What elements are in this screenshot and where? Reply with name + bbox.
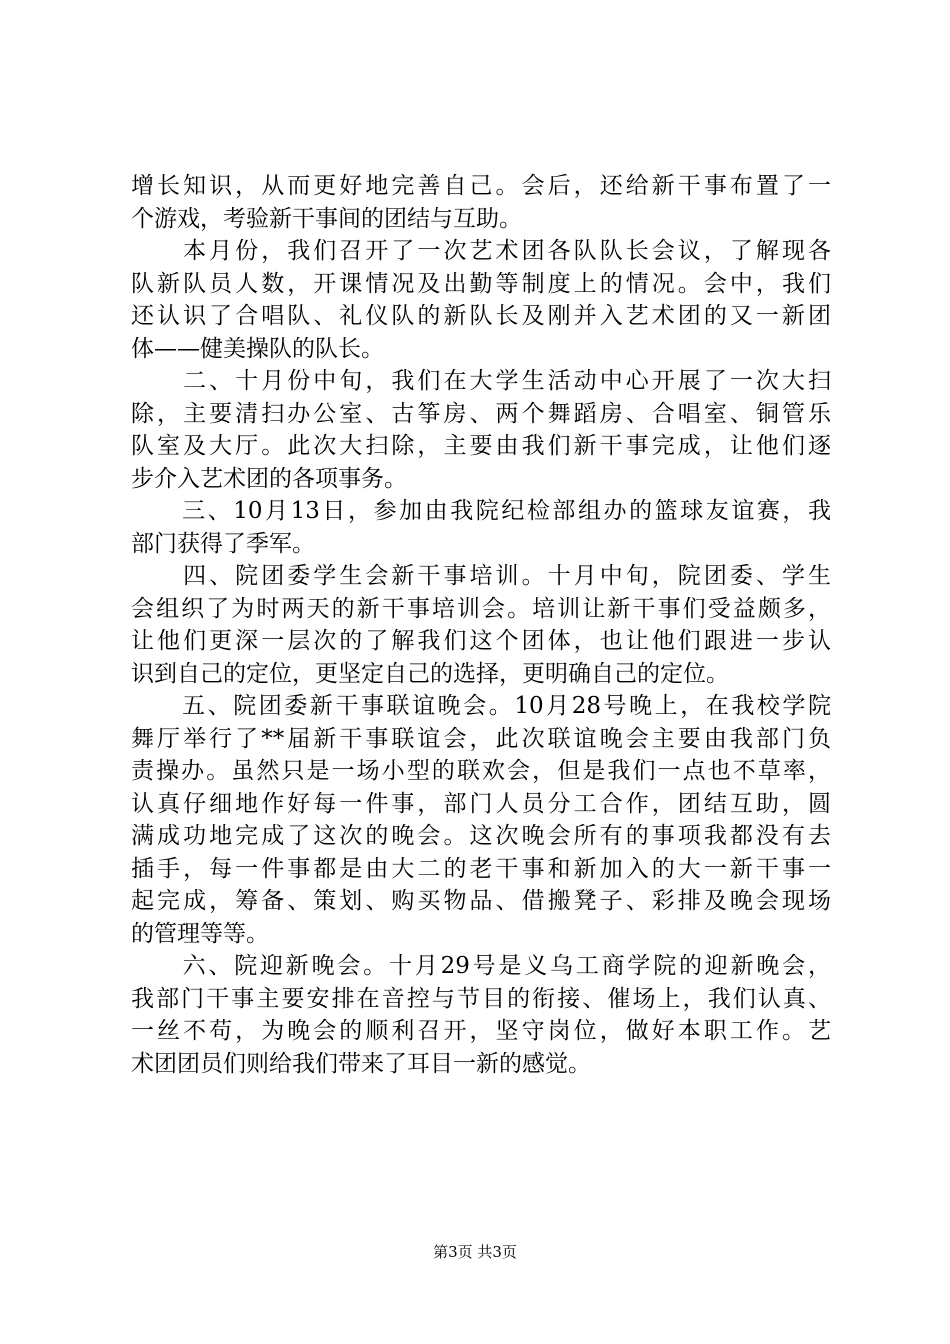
text-line: 满成功地完成了这次的晚会。这次晚会所有的事项我都没有去 bbox=[131, 823, 831, 849]
text-line: 会组织了为时两天的新干事培训会。培训让新干事们受益颇多， bbox=[131, 595, 831, 622]
text-line: 部门获得了季军。 bbox=[131, 530, 315, 557]
text-line: 增长知识，从而更好地完善自己。会后，还给新干事布置了一 bbox=[131, 173, 831, 199]
text-line: 让他们更深一层次的了解我们这个团体，也让他们跟进一步认 bbox=[131, 628, 831, 654]
text-line: 一丝不苟，为晚会的顺利召开，坚守岗位，做好本职工作。艺 bbox=[131, 1018, 831, 1044]
text-line: 识到自己的定位，更坚定自己的选择，更明确自己的定位。 bbox=[131, 660, 729, 687]
text-line: 三、10月13日，参加由我院纪检部组办的篮球友谊赛，我 bbox=[131, 498, 831, 524]
text-line: 除，主要清扫办公室、古筝房、两个舞蹈房、合唱室、铜管乐 bbox=[131, 400, 831, 427]
text-line: 五、院团委新干事联谊晚会。10月28号晚上，在我校学院 bbox=[131, 693, 831, 719]
text-line: 队新队员人数，开课情况及出勤等制度上的情况。会中，我们 bbox=[131, 270, 831, 297]
text-line: 认真仔细地作好每一件事，部门人员分工合作，团结互助，圆 bbox=[131, 790, 831, 817]
text-line: 还认识了合唱队、礼仪队的新队长及刚并入艺术团的又一新团 bbox=[131, 303, 831, 329]
text-line: 起完成，筹备、策划、购买物品、借搬凳子、彩排及晚会现场 bbox=[131, 888, 831, 914]
text-line: 责操办。虽然只是一场小型的联欢会，但是我们一点也不草率， bbox=[131, 758, 831, 784]
text-line: 步介入艺术团的各项事务。 bbox=[131, 465, 407, 492]
text-line: 的管理等等。 bbox=[131, 920, 269, 947]
text-line: 体——健美操队的队长。 bbox=[131, 335, 384, 362]
text-line: 术团团员们则给我们带来了耳目一新的感觉。 bbox=[131, 1050, 591, 1077]
page-footer: 第3页 共3页 bbox=[433, 1243, 517, 1261]
text-line: 队室及大厅。此次大扫除，主要由我们新干事完成，让他们逐 bbox=[131, 433, 831, 459]
text-line: 本月份，我们召开了一次艺术团各队队长会议，了解现各 bbox=[131, 238, 831, 264]
text-line: 舞厅举行了**届新干事联谊会，此次联谊晚会主要由我部门负 bbox=[131, 725, 831, 752]
text-line: 我部门干事主要安排在音控与节目的衔接、催场上，我们认真、 bbox=[131, 985, 831, 1012]
text-line: 二、十月份中旬，我们在大学生活动中心开展了一次大扫 bbox=[131, 368, 831, 394]
text-line: 六、院迎新晚会。十月29号是义乌工商学院的迎新晚会， bbox=[131, 953, 831, 979]
text-line: 四、院团委学生会新干事培训。十月中旬，院团委、学生 bbox=[131, 563, 831, 589]
text-line: 插手，每一件事都是由大二的老干事和新加入的大一新干事一 bbox=[131, 855, 831, 882]
text-line: 个游戏，考验新干事间的团结与互助。 bbox=[131, 205, 522, 232]
body-text bbox=[131, 170, 831, 1080]
